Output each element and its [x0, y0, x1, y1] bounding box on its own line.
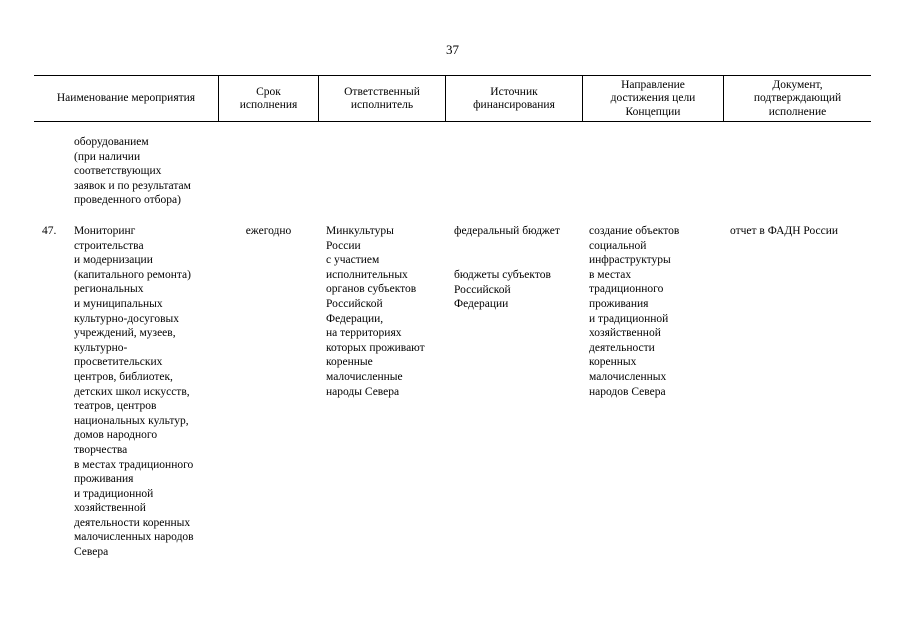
row-executor: Минкультуры России с участием исполнительных органов субъектов Российской Федерации, на территориях которых проживают коренные малочисленные народы Севера — [326, 225, 425, 398]
row-name: Мониторинг строительства и модернизации (капитального ремонта) региональных и муниципальных культурно-досуговых учреждений, музеев, культурно- просветительских центров, библиотек, детских школ искусств, театров, центров национальных культур, домов народного творчества в местах традиционного проживания и традиционной хозяйственной деятельности коренных малочисленных народов Севера — [74, 225, 194, 559]
table-header-bottom-border — [34, 121, 871, 122]
header-funding: Источник финансирования — [473, 85, 555, 111]
header-direction: Направление достижения цели Концепции — [610, 78, 696, 118]
page-number: 37 — [446, 42, 459, 57]
row-number: 47. — [42, 225, 57, 237]
header-executor: Ответственный исполнитель — [344, 85, 420, 111]
row-direction: создание объектов социальной инфраструктуры в местах традиционного проживания и традиционной хозяйственной деятельности коренных малочисленных народов Севера — [589, 225, 680, 398]
row-document: отчет в ФАДН России — [730, 225, 839, 237]
table-top-border — [34, 75, 871, 76]
header-document: Документ, подтверждающий исполнение — [753, 78, 842, 118]
header-name: Наименование мероприятия — [56, 92, 196, 105]
row-funding-federal: федеральный бюджет — [454, 225, 560, 237]
row-funding-regional: бюджеты субъектов Российской Федерации — [454, 269, 551, 311]
row-term: ежегодно — [245, 225, 292, 237]
continued-row-name: оборудованием (при наличии соответствующих заявок и по результатам проведенного отбора) — [74, 136, 191, 207]
header-term: Срок исполнения — [239, 85, 298, 111]
